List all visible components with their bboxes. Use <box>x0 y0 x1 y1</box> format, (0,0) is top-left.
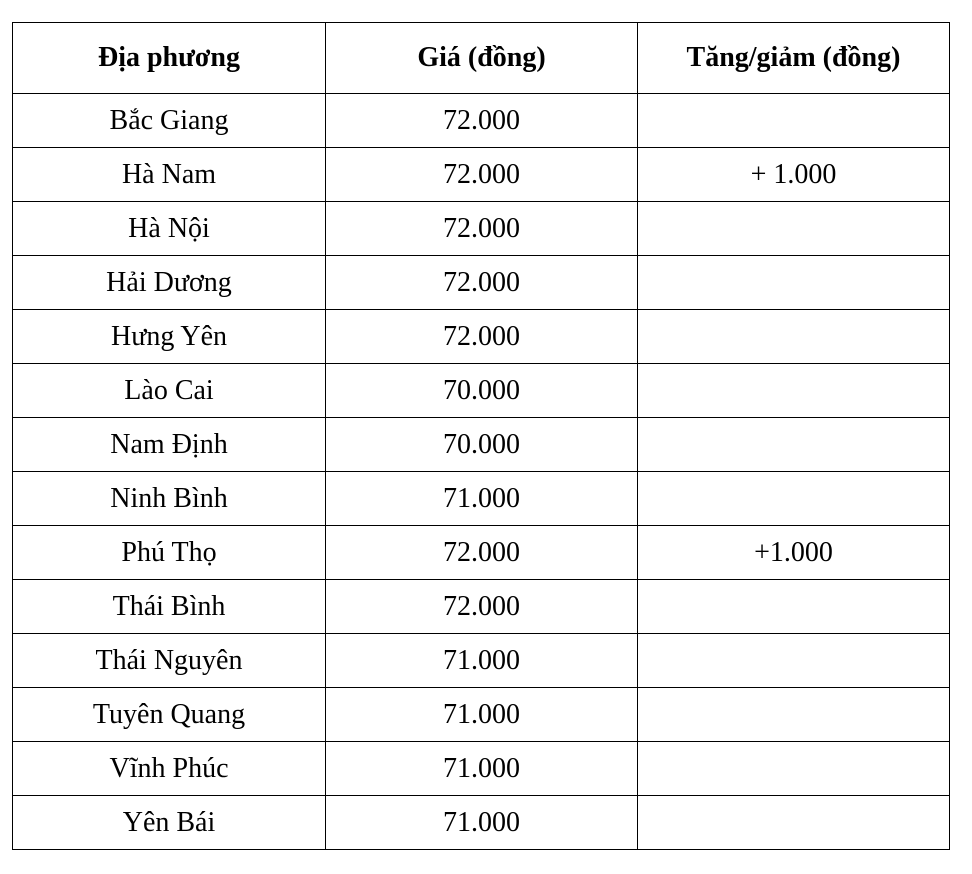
price-cell: 72.000 <box>326 148 638 202</box>
change-cell <box>638 202 950 256</box>
table-row <box>13 202 950 256</box>
table-row <box>13 94 950 148</box>
price-cell: 70.000 <box>326 364 638 418</box>
price-table-container <box>12 22 950 850</box>
price-cell: 70.000 <box>326 418 638 472</box>
table-row <box>13 256 950 310</box>
change-cell: +1.000 <box>638 526 950 580</box>
locality-cell: Nam Định <box>13 418 326 472</box>
change-cell <box>638 580 950 634</box>
locality-cell: Vĩnh Phúc <box>13 742 326 796</box>
locality-cell: Hà Nam <box>13 148 326 202</box>
price-cell: 71.000 <box>326 634 638 688</box>
locality-cell: Thái Bình <box>13 580 326 634</box>
header-price: Giá (đồng) <box>326 23 638 94</box>
table-row <box>13 796 950 850</box>
change-cell <box>638 688 950 742</box>
table-row <box>13 688 950 742</box>
locality-cell: Yên Bái <box>13 796 326 850</box>
table-row <box>13 580 950 634</box>
table-row <box>13 418 950 472</box>
price-cell: 72.000 <box>326 202 638 256</box>
locality-cell: Hải Dương <box>13 256 326 310</box>
locality-cell: Bắc Giang <box>13 94 326 148</box>
locality-cell: Thái Nguyên <box>13 634 326 688</box>
change-cell <box>638 472 950 526</box>
price-cell: 72.000 <box>326 580 638 634</box>
change-cell <box>638 364 950 418</box>
table-row <box>13 742 950 796</box>
locality-cell: Hà Nội <box>13 202 326 256</box>
table-row <box>13 364 950 418</box>
price-cell: 71.000 <box>326 472 638 526</box>
locality-cell: Hưng Yên <box>13 310 326 364</box>
change-cell <box>638 796 950 850</box>
table-row <box>13 148 950 202</box>
price-cell: 72.000 <box>326 526 638 580</box>
price-cell: 72.000 <box>326 94 638 148</box>
price-cell: 71.000 <box>326 796 638 850</box>
change-cell <box>638 310 950 364</box>
change-cell <box>638 94 950 148</box>
table-row <box>13 310 950 364</box>
locality-cell: Ninh Bình <box>13 472 326 526</box>
header-locality: Địa phương <box>13 23 326 94</box>
table-row <box>13 634 950 688</box>
locality-cell: Phú Thọ <box>13 526 326 580</box>
locality-cell: Lào Cai <box>13 364 326 418</box>
change-cell <box>638 634 950 688</box>
price-cell: 71.000 <box>326 688 638 742</box>
table-row <box>13 472 950 526</box>
change-cell <box>638 256 950 310</box>
change-cell <box>638 742 950 796</box>
locality-cell: Tuyên Quang <box>13 688 326 742</box>
header-change: Tăng/giảm (đồng) <box>638 23 950 94</box>
table-header-row <box>13 23 950 94</box>
change-cell: + 1.000 <box>638 148 950 202</box>
price-table <box>12 22 950 850</box>
table-row <box>13 526 950 580</box>
price-cell: 72.000 <box>326 310 638 364</box>
change-cell <box>638 418 950 472</box>
price-cell: 71.000 <box>326 742 638 796</box>
price-cell: 72.000 <box>326 256 638 310</box>
